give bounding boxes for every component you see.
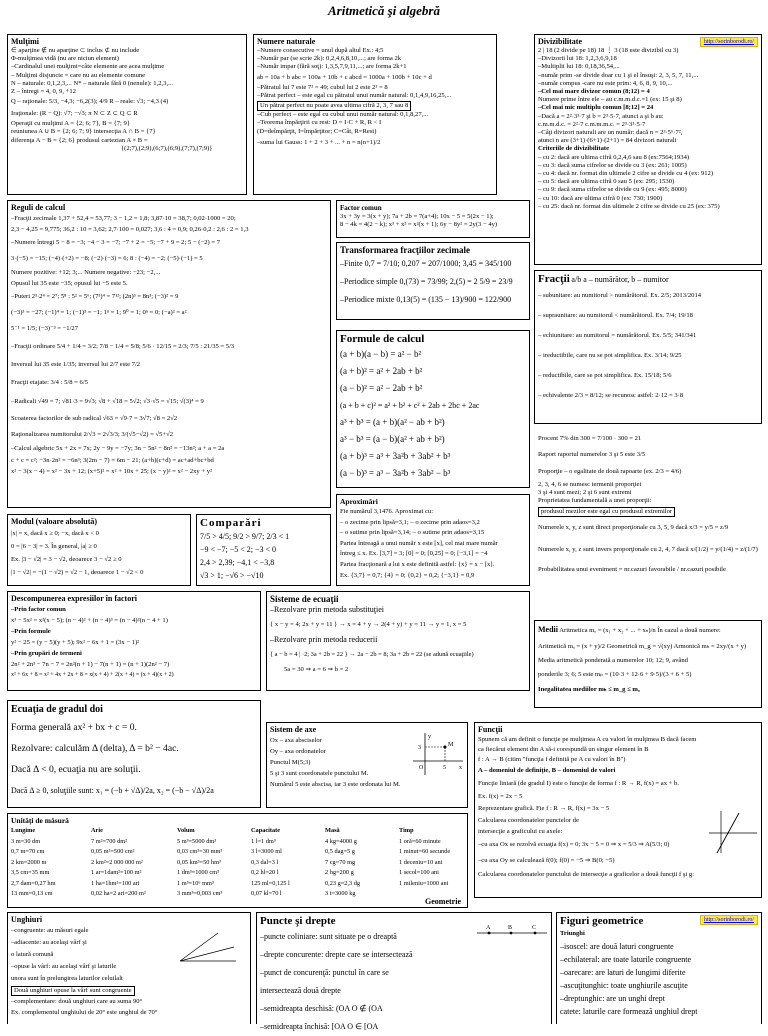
text-line: – echivalente 2/3 = 8/12; se recunosc astfel: 2·12 = 3·8 (538, 392, 684, 399)
formula-line: (a + b)(a − b) = a² − b² (340, 349, 422, 359)
text-line: Opusul lui 35 este −35; opusul lui −5 este 5. (11, 280, 128, 287)
text-line: Inegalitatea mediilor mₕ ≤ m_g ≤ mₐ (538, 686, 640, 693)
boxed-note: produsul mezilor este egal cu produsul extremilor (538, 507, 675, 517)
text-line: 3 şi 4 sunt mezi; 2 şi 6 sunt extremi (538, 489, 632, 497)
units-cell: 2,7 dam=0,27 hm (11, 879, 56, 887)
text-line: –Numere consecutive = unul după altul Ex.: 4;5 (257, 47, 384, 54)
text-line: – ireductibile, care nu se pot simplifica. Ex. 3/14; 9/25 (538, 352, 682, 359)
text-line: –Fracţii zecimale 1,37 + 52,4 = 53,77; 3 − 1,2 = 1,8; 3,87·10 = 38,7; 0,02·1000 = 20; (11, 215, 236, 222)
section-unghiuri (7, 912, 251, 1024)
text-line: Spunem că am definit o funcţie pe mulţimea A cu valori în mulţimea B dacă facem (478, 736, 697, 743)
point-label: C (532, 925, 537, 931)
text-line: ∈ aparţine ∉ nu aparţine ⊂ inclus ⊄ nu include (11, 47, 140, 54)
section-title: Divizibilitate (538, 37, 582, 46)
units-header-cell: Masă (325, 827, 340, 834)
formula-line: a³ − b³ = (a − b)(a² + ab + b²) (340, 434, 445, 444)
text-line: Punctul M(5;3) (270, 759, 311, 766)
text-line: Funcţie liniară (de gradul I) este o funcţie de forma f : R → R, f(x) = ax + b. (478, 780, 679, 787)
text-line: –Cel mai mic multiplu comun [8;12] = 24 (538, 104, 654, 112)
text-line: –Finite 0,7 = 7/10; 0,207 = 207/1000; 3,45 = 345/100 (340, 259, 512, 268)
text-line: −9 < −7; −5 < 2; −3 < 0 (200, 545, 277, 554)
text-line: –Prin factor comun (11, 606, 66, 613)
text-line: Dacă Δ ≥ 0, soluţiile sunt: x₁ = (−b + √Δ)/2a, x₂ = (−b − √Δ)/2a (11, 786, 214, 795)
units-cell: 7 m²=700 dm² (91, 837, 128, 845)
section-medii (534, 620, 762, 708)
units-cell: 1 mileniu=1000 ani (399, 879, 449, 887)
section-title: Reguli de calcul (11, 203, 66, 212)
text-line: –punct de concurenţă: punctul în care se (260, 968, 389, 977)
text-line: 2,3 − 4,25 = 9,775; 36,2 : 10 = 3,62; 2,7·100 = 0,027; 3,6 : 4 = 0,9; 0,26·0,2 : 2,6 : 2 = 1,3 (11, 226, 249, 233)
text-line: –Cardinalul unei mulţimi=câte elemente are acea mulţime (11, 63, 165, 71)
section-factor-comun (336, 200, 530, 238)
units-cell: 1 ha=1hm²=100 ari (91, 879, 140, 887)
text-line: –puncte coliniare: sunt situate pe o dreaptă (260, 932, 397, 941)
text-line: c + c = c²; −3n·2n² = −6n³; 3(2m − 7) = 6m − 21; (a+b)(c+d) = ac+ad+bc+bd (11, 457, 214, 464)
point-label: B (508, 925, 513, 931)
text-line: –Fracţii ordinare 5/4 + 1/4 = 3/2; 7/8 − 1/4 = 5/8; 5/6 · 12/15 = 2/3; 7/5 : 21/35 = 5/3 (11, 343, 235, 350)
text-line: – cu 10: dacă are ultima cifră 0 (ex: 730; 1900) (538, 194, 663, 202)
text-line: –isoscel: are două laturi congruente (560, 942, 674, 951)
text-line: ab = 10a + b abc = 100a + 10b + c abcd = 1000a + 100b + 10c + d (257, 73, 432, 81)
units-cell: 1 l=1 dm³ (251, 837, 276, 845)
units-cell: 0,2 hl=20 l (251, 869, 279, 876)
fraction-note: a/b a – numărător, b – numitor (571, 275, 669, 284)
units-cell: 4 kg=4000 g (325, 837, 357, 845)
section-title: Factor comun (340, 204, 382, 212)
text-line: – cu 2: dacă are ultima cifră 0,2,4,6 sau 8 (ex:7564;1934) (538, 153, 690, 161)
text-line: –Prin grupări de termeni (11, 650, 82, 657)
text-line: –Teorema împărţirii cu rest: D = I·C + R, R < I (257, 119, 382, 127)
section-multimi (7, 34, 247, 195)
text-line: Aritmetica mₐ = (x₁ + x₂ + ... + xₙ)/n În cazul a două numere: (559, 627, 721, 634)
text-line: Ex. complementul unghiului de 20° este unghiul de 70° (11, 1009, 158, 1017)
units-cell: 125 ml=0,125 l (251, 879, 290, 887)
text-line: 3x + 3y = 3(x + y); 7a + 2b = 7(a+4); 10x − 5 = 5(2x − 1); (340, 213, 494, 220)
text-line: Iraţionale: (R − Q): √7; −√3; π N ⊂ Z ⊂ Q ⊂ R (11, 110, 138, 118)
text-line: f : A → B (citim "funcţia f definită pe A cu valori în B") (478, 756, 626, 763)
text-line: reuniunea A ∪ B = {2; 6; 7; 9} intersecţia A ∩ B = {7} (11, 128, 156, 136)
text-line: –Periodice mixte 0,13(5) = (135 − 13)/900 = 122/900 (340, 295, 512, 304)
text-line: Calcularea coordonatelor punctului de intersecţie a graficelor a două funcţii f şi g: (478, 871, 695, 878)
text-line: (−3)³ = −27; (−1)⁴ = 1; (−1)³ = −1; 1ⁿ = 1; 9⁰ = 1; 0ⁿ = 0; (−a)² = a² (11, 309, 187, 316)
text-line: –număr compus -care nu este prim: 4, 6, 8, 9, 10,... (538, 79, 673, 87)
function-graph (707, 809, 759, 855)
text-line: 5a = 30 ⇒ a = 6 ⇒ b = 2 (284, 666, 349, 673)
units-header-cell: Volum (177, 827, 195, 834)
text-line: 2, 3, 4, 6 se numesc termenii proporţiei (538, 481, 642, 488)
axis-label-x: x (459, 765, 462, 771)
text-line: ca fiecărui element din A să-i corespundă un singur element în B (478, 746, 649, 753)
text-line: –Rezolvare prin metoda substituţiei (270, 605, 384, 614)
units-cell: 3 mm³=0,003 cm³ (177, 890, 223, 897)
tick-label: 5 (443, 765, 446, 771)
text-line: {(2;7),(2;9),(6;7),(6;9),(7;7),(7;9)} (121, 144, 213, 152)
units-table (11, 826, 464, 900)
section-title: Numere naturale (257, 37, 316, 46)
text-line: – subunitare: au numitorul > numărătorul. Ex. 2/5; 2013/2014 (538, 292, 702, 299)
units-cell: 1 dm³=1000 cm³ (177, 869, 219, 876)
text-line: Numere pozitive: +12; 3;... Numere negative: −23; −2,... (11, 269, 161, 276)
text-line: { a − b = 4 | ·2; 3a + 2b = 22 } → 2a − 2b = 8; 3a + 2b = 22 (se adună ecuaţiile) (270, 651, 474, 658)
section-title: Unghiuri (11, 915, 43, 924)
section-fractii (534, 270, 762, 424)
section-figuri (556, 912, 762, 1024)
text-line: –Dacă a = 2²·3³·7 şi b = 2³·5·7, atunci a şi b au: (538, 112, 664, 120)
text-line: 0 = |6 − 3| = 3. În general, |a| ≥ 0 (11, 543, 97, 550)
section-sisteme (266, 591, 530, 691)
text-line: –Calcul algebric 5x + 2x = 7x; 2y − 9y = −7y; 3n − 5n² − 8n² = −13n²; a + a = 2a (11, 445, 225, 452)
text-line: Ex. f(x) = 2x − 5 (478, 793, 523, 800)
text-line: (D=deîmpărţit, I=împărţitor; C=Cât, R=Rest) (257, 127, 377, 135)
text-line: 3·(−5) = −15; (−4)·(+2) = −8; (−2)·(−3) = 6; 8 : (−4) = −2; (−5)·(−1) = 5 (11, 255, 203, 262)
units-cell: 1 m³=10⁶ mm³ (177, 879, 214, 887)
text-line: Media aritmetică ponderată a numerelor 10; 12; 9, având (538, 657, 688, 664)
units-cell: 3 l=3000 ml (251, 848, 282, 855)
axis-label-y: y (428, 734, 431, 740)
text-line: Numărul 5 este abscisa, iar 3 este ordonata lui M. (270, 781, 401, 788)
text-line: Operaţii cu mulţimi A = {2; 6; 7}, B = {7; 9} (11, 120, 130, 128)
text-line: –Puteri 2³·2⁴ = 2⁷; 5⁸ : 5² = 5⁶; (7³)⁴ = 7¹²; (2n)³ = 8n³; (−3)² = 9 (11, 293, 179, 300)
text-line: Φ-mulţimea vidă (nu are niciun element) (11, 55, 119, 63)
text-line: –suma lui Gauss: 1 + 2 + 3 + ... + n = n(n+1)/2 (257, 138, 381, 146)
units-cell: 1 minut=60 secunde (399, 848, 451, 855)
text-line: –Pătrat perfect – este egal cu pătratul unui număr natural: 0,1,4,9,16,25,... (257, 91, 452, 99)
section-title: Figuri geometrice (560, 915, 644, 927)
text-line: x² + 6x + 8 = x² + 4x + 2x + 8 = x(x + 4) + 2(x + 4) = (x + 4)(x + 2) (11, 672, 174, 678)
text-line: 5 şi 3 sunt coordonatele punctului M. (270, 770, 369, 777)
text-line: N – naturale: 0,1,2,3,... N* – naturale fără 0 (nenule): 1,2,3,... (11, 79, 174, 87)
formula-line: (a + b)³ = a³ + 3a²b + 3ab² + b³ (340, 451, 451, 461)
text-line: Aritmetică mₐ = (x + y)/2 Geometrică m_g = √(xy) Armonică mₕ = 2xy/(x + y) (538, 643, 747, 650)
text-line: –Număr impar (fără soţ): 1,3,5,7,9,11,...; are forma 2k+1 (257, 63, 407, 71)
text-line: Fracţii etajate: 3/4 : 5/8 = 6/5 (11, 379, 88, 386)
text-line: Raport raportul numerelor 3 şi 5 este 3/5 (538, 451, 646, 458)
section-reguli-calcul (7, 200, 331, 508)
text-line: –echilateral: are toate laturile congruente (560, 955, 692, 964)
text-line: –congruente: au măsuri egale (11, 927, 89, 934)
text-line: Inversul lui 35 este 1/35; inversul lui 2/7 este 7/2 (11, 361, 141, 368)
text-line: –Cel mai mare divizor comun (8;12) = 4 (538, 88, 650, 96)
text-line: –Câţi divizori naturali are un număr: dacă n = 2³·5⁶·7², (538, 129, 683, 137)
section-title: Fracţii (538, 273, 570, 285)
units-cell: 3 t=3000 kg (325, 890, 356, 897)
text-line: intersecţie a graficului cu axele: (478, 828, 563, 835)
section-modul (7, 514, 191, 586)
text-line: { x − y = 4; 2x + y = 11 } → x = 4 + y → 2(4 + y) + y = 11 → y = 1, x = 5 (270, 621, 467, 628)
text-line: – o sutime prin lipsă=3,14; – o sutime prin adaos=3,15 (340, 529, 485, 537)
text-line: –complementare: două unghiuri care au suma 90° (11, 998, 143, 1006)
text-line: Numerele x, y, z sunt direct proporţionale cu 3, 5, 9 dacă x/3 = y/5 = z/9 (538, 523, 729, 531)
section-comparari (196, 514, 331, 586)
section-sistem-axe (266, 722, 468, 808)
text-line: Criteriile de divizibilitate (538, 145, 610, 153)
text-line: 5⁻¹ = 1/5; (−3)⁻³ = −1/27 (11, 325, 78, 332)
units-header-cell: Capacitate (251, 827, 281, 834)
section-unitati (7, 813, 468, 908)
text-line: Partea întreagă a unui număr x este [x], cel mai mare număr (340, 539, 498, 547)
units-cell: 5 m³=5000 dm³ (177, 837, 217, 845)
text-line: –ascuţitunghic: toate unghiurile ascuţite (560, 981, 688, 990)
units-cell: 0,02 ha=2 ari=200 m² (91, 890, 146, 897)
text-line: –dreptunghic: are un unghi drept (560, 994, 665, 1003)
units-cell: 2 hg=200 g (325, 869, 354, 876)
text-line: –Divizorii lui 18: 1,2,3,6,9,18 (538, 55, 617, 63)
section-title: Comparări (200, 517, 262, 529)
text-line: atunci n are (3+1)·(6+1)·(2+1) = 84 divizori naturali (538, 137, 677, 145)
text-line: –Periodice simple 0,(73) = 73/99; 2,(5) = 2 5/9 = 23/9 (340, 277, 513, 286)
text-line: x³ − 5x² = x²(x − 5); (n − 4)² + (n − 4)³ = (n − 4)²(n − 4 + 1) (11, 617, 168, 624)
section-title: Formule de calcul (340, 333, 425, 345)
text-line: – cu 3: dacă suma cifrelor se divide cu 3 (ex: 261; 1005) (538, 161, 687, 169)
text-line: Oy – axa ordonatelor (270, 748, 326, 755)
text-line: Probabilitatea unui eveniment = nr.cazuri favorabile / nr.cazuri posibile (538, 565, 726, 573)
text-line: Forma generală ax² + bx + c = 0. (11, 722, 137, 733)
section-title: Puncte şi drepte (260, 915, 336, 927)
text-line: 2 | 18 (2 divide pe 18) 18 ⋮ 3 (18 este divizibil cu 3) (538, 47, 679, 54)
geometrie-label: Geometrie (425, 896, 461, 906)
units-cell: 1 secol=100 ani (399, 869, 439, 876)
section-title: Funcţii (478, 725, 503, 734)
text-line: c.m.m.d.c. = 2²·7 c.m.m.m.c. = 2³·3³·5·7 (538, 120, 646, 128)
page-title: Aritmetică şi algebră (328, 3, 440, 18)
section-transformarea-fractiilor (336, 242, 530, 320)
text-line: |x| = x, dacă x ≥ 0; −x, dacă x < 0 (11, 530, 99, 537)
text-line: Calcularea coordonatelor punctelor de (478, 817, 579, 824)
text-line: întreg ≤ x. Ex. [3,7] = 3; [0] = 0; [0,25] = 0; [−3,1] = −4 (340, 550, 488, 558)
text-line: –opuse la vârf: au acelaşi vârf şi laturile (11, 963, 117, 970)
section-title: Mulţimi (11, 37, 39, 46)
units-cell: 3 m=30 dm (11, 837, 41, 845)
text-line: – cu 4: dacă nr. format din ultimele 2 cifre se divide cu 4 (ex: 912) (538, 170, 714, 178)
units-cell: 3,5 cm=35 mm (11, 869, 50, 876)
units-cell: 13 mm=0,13 cm (11, 890, 53, 897)
text-line: y² − 25 = (y − 5)(y + 5); 9x² − 6x + 1 = (3x − 1)² (11, 639, 140, 646)
units-cell: 2 km=2000 m (11, 858, 47, 866)
text-line: – o zecime prin lipsă=3,1; – o zecime prin adaos=3,2 (340, 518, 480, 526)
section-procente (534, 428, 762, 615)
units-header-cell: Arie (91, 827, 103, 834)
text-line: Procent 7% din 300 = 7/100 · 300 = 21 (538, 435, 642, 442)
text-line: x² − 3(x − 4) = x² − 3x + 12; (x+5)² = x² + 10x + 25; (x − y)² = x² − 2xy + y² (11, 468, 213, 475)
text-line: Z – întregi = 4, 0, 9, +12 (11, 88, 76, 96)
text-line: Q – raţionale: 5/3, −4,3; −6,2(3); 4/9 R – reale: √3; −4,3 (4) (11, 98, 169, 106)
point-label: A (486, 925, 491, 931)
origin-label: O (419, 765, 424, 771)
text-line: –Număr par (se scrie 2k): 0,2,4,6,8,10,...; are forma 2k (257, 55, 402, 63)
text-line: 2n² + 2n³ − 7n − 7 = 2n²(n + 1) − 7(n + 1) = (n + 1)(2n² − 7) (11, 661, 170, 668)
coordinate-graph (405, 731, 465, 777)
text-line: –drepte concurente: drepte care se intersectează (260, 950, 413, 959)
text-line: unora sunt în prelungirea laturilor celuilalt (11, 975, 123, 982)
section-aproximari (336, 494, 530, 586)
formula-line: (a − b)³ = a³ − 3a²b + 3ab² − b³ (340, 468, 451, 478)
formula-line: (a − b)² = a² − 2ab + b² (340, 383, 423, 393)
text-line: catete: laturile care formează unghiul drept (560, 1007, 698, 1016)
text-line: –Prin formule (11, 628, 51, 635)
section-title: Descompunerea expresiilor în factori (11, 594, 137, 603)
text-line: – echiunitare: au numitorul = numărătorul. Ex. 5/5; 341/341 (538, 332, 697, 339)
units-header-cell: Lungime (11, 827, 36, 834)
text-line: –Rezolvare prin metoda reducerii (270, 635, 378, 644)
text-line: –semidreapta deschisă: (OA O ∉ (OA (260, 1004, 383, 1013)
units-cell: 0,23 g=2,3 dg (325, 879, 361, 887)
text-line: Proporţie – o egalitate de două rapoarte (ex. 2/3 = 4/6) (538, 468, 682, 475)
text-line: o latură comună (11, 951, 54, 958)
text-line: √3 > 1; −√6 > −√10 (200, 571, 264, 580)
section-title: Aproximări (340, 497, 378, 506)
units-cell: 0,05 m²=500 cm² (91, 848, 135, 855)
text-line: –cu axa Ox se rezolvă ecuaţia f(x) = 0; 3x − 5 = 0 ⇒ x = 5/3 ⇒ A(5/3; 0) (478, 841, 670, 848)
text-line: –număr prim -se divide doar cu 1 şi el însuşi: 2, 3, 5, 7, 11,... (538, 71, 699, 79)
text-line: diferenţa A − B = {2; 6} produsul cartezian A × B = (11, 136, 148, 144)
section-numere-naturale (253, 34, 497, 195)
text-line: Rezolvare: calculăm Δ (delta), Δ = b² − 4ac. (11, 743, 179, 754)
section-functii (474, 722, 762, 898)
angle-diagram (178, 927, 238, 967)
boxed-note: Două unghiuri opuse la vârf sunt congruente (11, 986, 135, 996)
text-line: –adiacente: au acelaşi vârf şi (11, 939, 87, 946)
section-title: Ecuaţia de gradul doi (11, 704, 103, 715)
section-divizibilitate (534, 34, 762, 265)
text-line: –Pătratul lui 7 este 7² = 49; cubul lui 2 este 2³ = 8 (257, 83, 388, 91)
units-header-cell: Timp (399, 827, 414, 834)
tick-label: 3 (418, 745, 421, 751)
text-line: –Cub perfect – este egal cu cubul unui număr natural: 0,1,8,27,... (257, 111, 429, 119)
text-line: Partea fracţionară a lui x este definită astfel: {x} = x − [x]. (340, 560, 495, 568)
formula-line: (a + b + c)² = a² + b² + c² + 2ab + 2bc + 2ac (340, 401, 480, 410)
section-title: Medii (538, 625, 558, 634)
text-line: A – domeniul de definiţie, B – domeniul de valori (478, 767, 616, 774)
section-title: Transformarea fracţiilor zecimale (340, 245, 470, 255)
text-line: – Mulţimi disjuncte = care nu au elemente comune (11, 71, 146, 79)
text-line: –Radicali √49 = 7; √81·3 = 9√3; √8 + √18 = 5√2; √3·√5 = √15; √(3)⁴ = 9 (11, 398, 204, 405)
units-cell: 1 ar=1dam²=100 m² (91, 869, 142, 876)
formula-line: a³ + b³ = (a + b)(a² − ab + b²) (340, 417, 445, 427)
text-line: |1 − √2| = −(1 − √2) = √2 − 1, deoarece 1 − √2 < 0 (11, 569, 144, 576)
text-line: 7/5 > 4/5; 9/2 > 9/7; 2/3 < 1 (200, 532, 290, 541)
text-line: intersectează două drepte (260, 986, 341, 995)
text-line: – reductibile, care se pot simplifica. Ex. 15/18; 5/6 (538, 372, 672, 379)
point-label: M (448, 742, 454, 748)
text-line: Ox – axa absciselor (270, 737, 322, 744)
units-cell: 0,07 kl=70 l (251, 890, 282, 897)
website-link[interactable]: http://sorinborodi.ro/ (700, 915, 758, 925)
text-line: – cu 5: dacă are ultima cifră 0 sau 5 (ex: 295; 1530) (538, 178, 675, 186)
website-link[interactable]: http://sorinborodi.ro/ (700, 37, 758, 47)
collinear-points-diagram (475, 921, 549, 941)
units-cell: 1 oră=60 minute (399, 837, 441, 845)
text-line: –semidreapta închisă: [OA O ∈ [OA (260, 1022, 379, 1031)
section-title: Sisteme de ecuaţii (270, 594, 339, 604)
text-line: 8 − 4k = 4(2 − k); x³ + x² = x²(x + 1); 6y − 8y² = 2y(3 − 4y) (340, 221, 498, 229)
section-title: Sistem de axe (270, 725, 317, 734)
text-line: ponderile 3; 6; 5 este mₚ = (10·3 + 12·6 + 9·5)/(3 + 6 + 5) (538, 671, 692, 678)
text-line: Raţionalizarea numitorului 2/√3 = 2√3/3; 3/(√5−√2) = √5+√2 (11, 431, 174, 438)
section-title: Modul (valoare absolută) (11, 517, 98, 526)
text-line: Proprietatea fundamentală a unei proporţii: (538, 497, 652, 505)
text-line: Fie numărul 3,1476. Aproximat cu: (340, 508, 434, 515)
text-line: –cu axa Oy se calculează f(0); f(0) = −5 ⇒ B(0; −5) (478, 857, 615, 864)
units-cell: 0,5 dag=5 g (325, 848, 355, 855)
units-cell: 2 km²=2 000 000 m² (91, 858, 143, 866)
units-cell: 7 cg=70 mg (325, 858, 356, 866)
units-cell: 0,05 km³=50 hm³ (177, 858, 221, 866)
units-cell: 1 deceniu=10 ani (399, 858, 443, 866)
units-cell: 0,3 dal=3 l (251, 858, 279, 866)
text-line: 2,4 > 2,39; −4,1 < −3,8 (200, 558, 275, 567)
text-line: – cu 9: dacă suma cifrelor se divide cu 9 (ex: 495; 8000) (538, 186, 687, 194)
boxed-note: Un pătrat perfect nu poate avea ultima cifră 2, 3, 7 sau 8 (257, 101, 411, 111)
section-ecuatia (7, 700, 261, 808)
formula-line: (a + b)² = a² + 2ab + b² (340, 366, 423, 376)
section-formule-calcul (336, 330, 530, 488)
units-cell: 0,03 cm³=30 mm³ (177, 848, 223, 855)
text-line: Reprezentare grafică. Fie f : R → R, f(x) = 3x − 5 (478, 805, 610, 812)
text-line: –oarecare: are laturi de lungimi diferite (560, 968, 686, 977)
section-puncte-drepte (256, 912, 552, 1031)
section-title: Unităţi de măsură (11, 816, 69, 825)
text-line: Triunghi (560, 930, 585, 937)
text-line: – supraunitare: au numitorul < numărătorul. Ex. 7/4; 19/18 (538, 312, 693, 319)
text-line: Dacă Δ < 0, ecuaţia nu are soluţii. (11, 764, 141, 775)
text-line: Scoaterea factorilor de sub radical √63 = √9·7 = 3√7; √8 = 2√2 (11, 415, 178, 422)
section-descompunerea (7, 591, 261, 691)
text-line: Numerele x, y, z sunt invers proporţionale cu 2, 4, 7 dacă x/(1/2) = y/(1/4) = z/(1/7) (538, 545, 758, 553)
units-cell: 0,7 m=70 cm (11, 848, 45, 855)
text-line: Ex. |3 − √2| = 3 − √2, deoarece 3 − √2 ≥ 0 (11, 556, 122, 563)
text-line: Numere prime între ele – au c.m.m.d.c.=1 (ex: 15 şi 8) (538, 96, 682, 104)
text-line: Ex. {3,7} = 0,7; {4} = 0; {0,2} = 0,2; {−3,1} = 0,9 (340, 571, 475, 579)
text-line: –Multiplii lui 18: 0,18,36,54,... (538, 63, 620, 71)
text-line: –Numere întregi 5 − 8 = −3; −4 − 3 = −7; −7 + 2 = −5; −7 + 9 = 2; 5 − (−2) = 7 (11, 239, 220, 246)
text-line: – cu 25: dacă nr. format din ultimele 2 cifre se divide cu 25 (ex: 375) (538, 202, 720, 210)
